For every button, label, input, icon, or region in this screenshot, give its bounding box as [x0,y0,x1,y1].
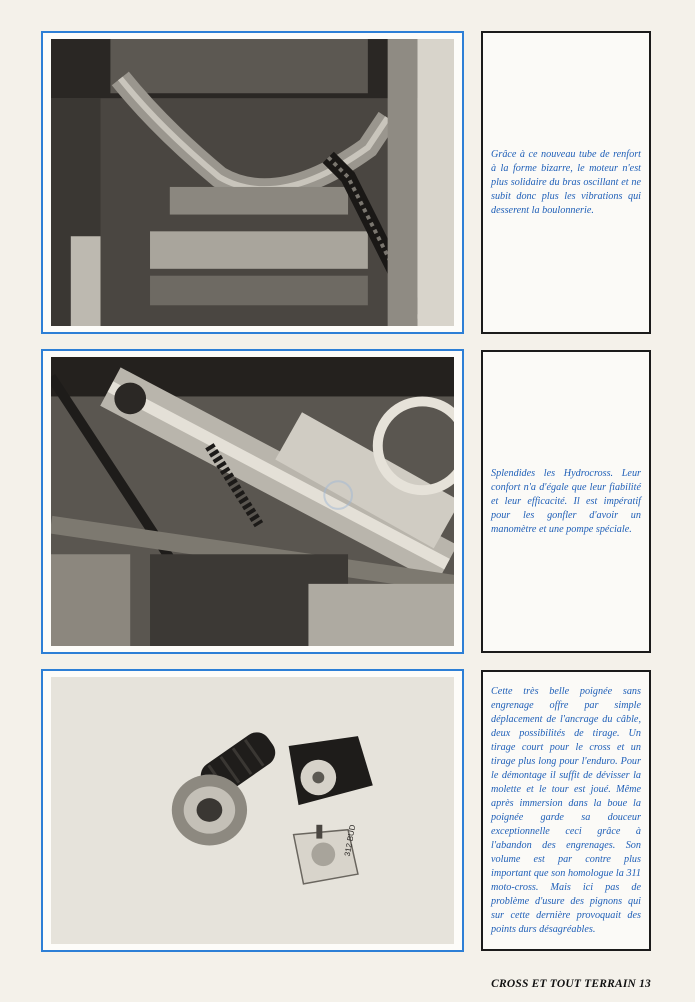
caption-3: Cette très belle poignée sans engrenage offre par simple déplacement de l'ancrage du câble, deux possibilités de tirage. Un tirage court pour le cross et un tirage plus long pour l'enduro. Pour le démontage il suffit de dévisser la molette et le tour est joué. Même après immersion dans la boue la poignée garde sa douceur exceptionnelle ceci grâce à l'abandon des engrenages. Son volume est par contre plus important que son homologue la 311 moto-cross. Mais ici pas de problème d'usure des pignons qui sur cette dernière provoquait des points durs désagréables. [491,685,641,935]
photo-frame-3 [41,669,464,952]
caption-box-1 [481,31,651,334]
photo-frame-1 [41,31,464,334]
caption-1: Grâce à ce nouveau tube de renfort à la forme bizarre, le moteur n'est plus solidaire du bras oscillant et ne subit donc plus les vibrations qui desserent la boulonnerie. [491,148,641,216]
photo-hydrocross-shock [51,357,454,646]
photo-throttle-grip [51,677,454,944]
caption-2: Splendides les Hydrocross. Leur confort n'a d'égale que leur fiabilité et leur efficacité. Il est impératif pour les gonfler d'avoir un manomètre et une pompe spéciale. [491,467,641,535]
page-footer: CROSS ET TOUT TERRAIN 13 [491,978,651,990]
photo-frame-tube [51,39,454,326]
photo-frame-2 [41,349,464,654]
caption-box-3 [481,670,651,951]
part-number-label: 312 BUD [342,823,358,857]
caption-box-2 [481,350,651,653]
